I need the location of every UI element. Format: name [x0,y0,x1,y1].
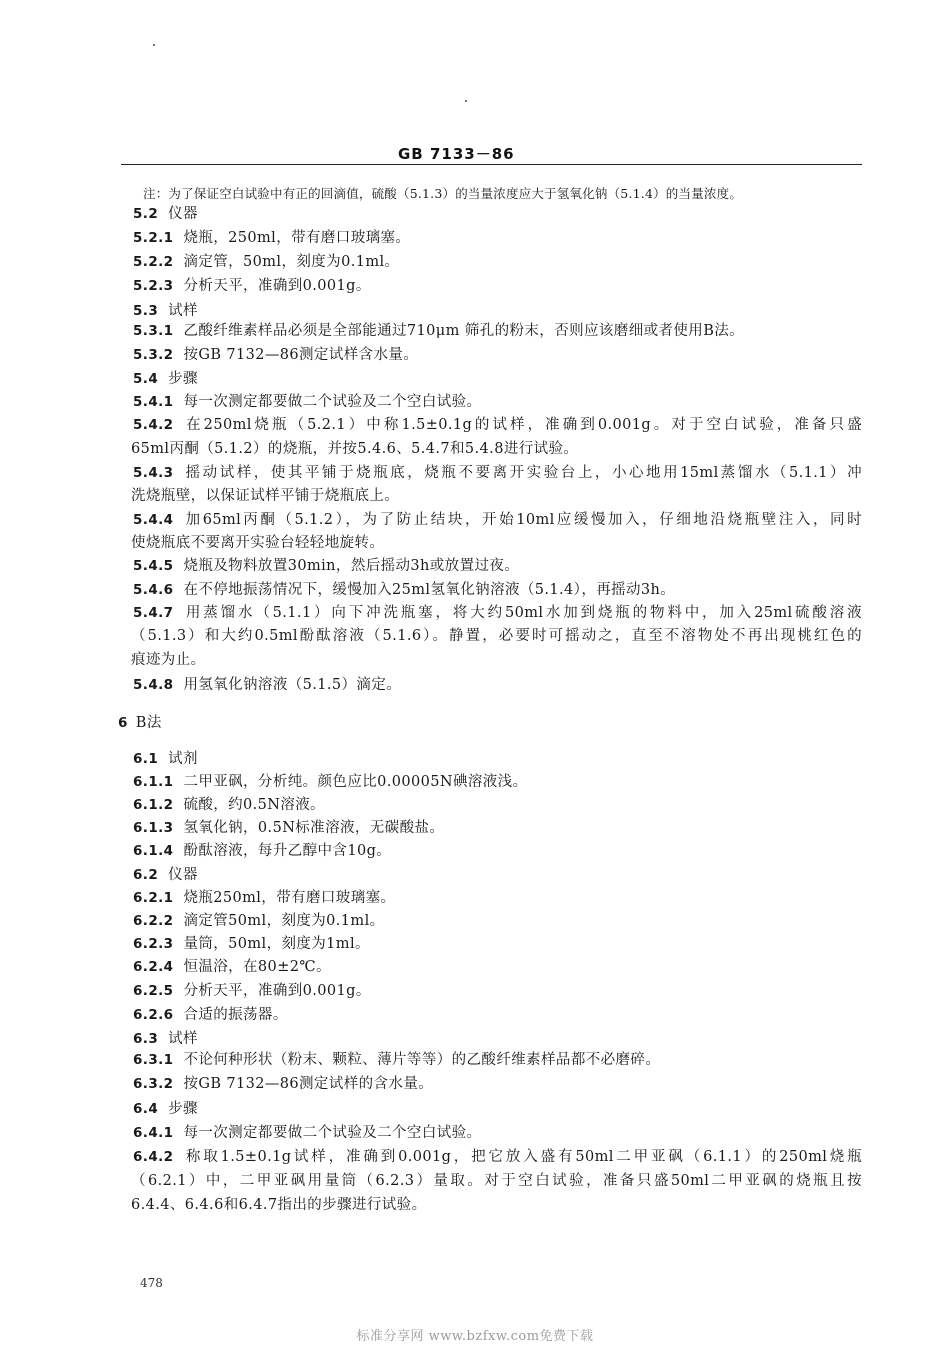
clause-5-4-7-end: 痕迹为止。 [131,652,206,668]
clause-6-1-1: 6.1.1 二甲亚砜，分析纯。颜色应比0.00005N碘溶液浅。 [133,774,528,790]
clause-5-2-3: 5.2.3 分析天平，准确到0.001g。 [133,278,371,294]
clause-5-4-4-cont: 使烧瓶底不要离开实验台轻轻地旋转。 [131,535,385,551]
clause-5-3-1: 5.3.1 乙酸纤维素样品必须是全部能通过710μm 筛孔的粉末，否则应该磨细或者使用B法。 [133,323,745,339]
heading-6-3: 6.3 试样 [133,1031,198,1047]
clause-6-1-2: 6.1.2 硫酸，约0.5N溶液。 [133,797,326,813]
clause-5-4-4: 5.4.4 加65ml丙酮（5.1.2），为了防止结块，开始10ml应缓慢加入，仔细地沿烧瓶壁注入，同时 [133,512,862,528]
clause-6-2-3: 6.2.3 量筒，50ml，刻度为1ml。 [133,936,370,952]
clause-6-2-5: 6.2.5 分析天平，准确到0.001g。 [133,983,371,999]
clause-6-4-2-cont: （6.2.1）中，二甲亚砜用量筒（6.2.3）量取。对于空白试验，准备只盛50ml二甲亚砜的烧瓶且按 [131,1173,862,1189]
standard-code-header: GB 7133－86 [398,145,515,163]
clause-6-1-3: 6.1.3 氢氧化钠，0.5N标准溶液，无碳酸盐。 [133,820,445,836]
clause-6-4-2: 6.4.2 称取1.5±0.1g试样，准确到0.001g，把它放入盛有50ml二甲亚砜（6.1.1）的250ml烧瓶 [133,1149,862,1165]
footer-watermark: 标准分享网 www.bzfxw.com免费下载 [356,1329,594,1344]
note-line: 注：为了保证空白试验中有正的回滴值，硫酸（5.1.3）的当量浓度应大于氢氧化钠（5.1.4）的当量浓度。 [143,186,743,201]
clause-6-2-2: 6.2.2 滴定管50ml，刻度为0.1ml。 [133,913,385,929]
clause-5-4-6: 5.4.6 在不停地振荡情况下，缓慢加入25ml氢氧化钠溶液（5.1.4），再摇动3h。 [133,582,676,598]
clause-6-4-2-end: 6.4.4、6.4.6和6.4.7指出的步骤进行试验。 [131,1197,427,1213]
clause-5-4-2-cont: 65ml丙酮（5.1.2）的烧瓶，并按5.4.6、5.4.7和5.4.8进行试验。 [131,441,579,457]
section-6-heading: 6 B法 [118,715,162,731]
scan-speck [465,100,467,102]
heading-5-4: 5.4 步骤 [133,371,198,387]
heading-6-2: 6.2 仪器 [133,867,198,883]
page-number: 478 [140,1276,163,1290]
clause-6-2-1: 6.2.1 烧瓶250ml，带有磨口玻璃塞。 [133,890,396,906]
clause-5-4-5: 5.4.5 烧瓶及物料放置30min，然后摇动3h或放置过夜。 [133,558,520,574]
clause-5-4-7: 5.4.7 用蒸馏水（5.1.1）向下冲洗瓶塞，将大约50ml水加到烧瓶的物料中，加入25ml硫酸溶液 [133,605,862,621]
scan-speck [153,44,155,46]
clause-6-3-2: 6.3.2 按GB 7132—86测定试样的含水量。 [133,1076,434,1092]
clause-6-2-6: 6.2.6 合适的振荡器。 [133,1007,288,1023]
clause-6-2-4: 6.2.4 恒温浴，在80±2℃。 [133,959,331,975]
heading-5-2: 5.2 仪器 [133,206,198,222]
clause-5-2-2: 5.2.2 滴定管，50ml，刻度为0.1ml。 [133,254,400,270]
clause-6-4-1: 6.4.1 每一次测定都要做二个试验及二个空白试验。 [133,1125,482,1141]
clause-5-4-2: 5.4.2 在250ml烧瓶（5.2.1）中称1.5±0.1g的试样，准确到0.001g。对于空白试验，准备只盛 [133,417,862,433]
clause-6-1-4: 6.1.4 酚酞溶液，每升乙醇中含10g。 [133,843,392,859]
clause-6-3-1: 6.3.1 不论何种形状（粉末、颗粒、薄片等等）的乙酸纤维素样品都不必磨碎。 [133,1052,661,1068]
clause-5-4-1: 5.4.1 每一次测定都要做二个试验及二个空白试验。 [133,394,482,410]
clause-5-3-2: 5.3.2 按GB 7132—86测定试样含水量。 [133,347,419,363]
heading-5-3: 5.3 试样 [133,303,198,319]
clause-5-4-3: 5.4.3 摇动试样，使其平铺于烧瓶底，烧瓶不要离开实验台上，小心地用15ml蒸馏水（5.1.1）冲 [133,465,862,481]
clause-5-2-1: 5.2.1 烧瓶，250ml，带有磨口玻璃塞。 [133,230,411,246]
clause-5-4-8: 5.4.8 用氢氧化钠溶液（5.1.5）滴定。 [133,677,402,693]
heading-6-4: 6.4 步骤 [133,1101,198,1117]
clause-5-4-3-cont: 洗烧瓶壁，以保证试样平铺于烧瓶底上。 [131,488,400,504]
heading-6-1: 6.1 试剂 [133,751,198,767]
clause-5-4-7-cont: （5.1.3）和大约0.5ml酚酞溶液（5.1.6）。静置，必要时可摇动之，直至不溶物处不再出现桃红色的 [131,628,862,644]
header-rule [121,164,862,165]
